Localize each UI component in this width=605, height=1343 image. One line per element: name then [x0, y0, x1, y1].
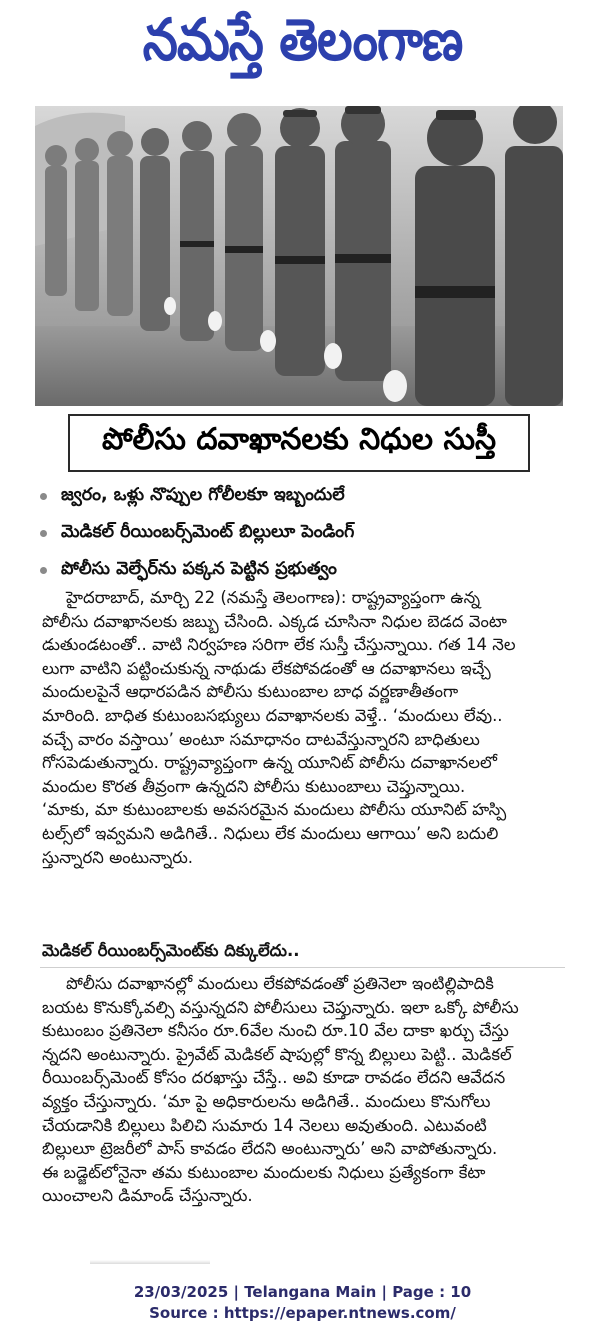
- bullet-dot-icon: [40, 567, 47, 574]
- headline-box: [68, 414, 530, 472]
- bullet-text: మెడికల్‌ రీయింబర్స్‌మెంట్‌ బిల్లులూ పెండింగ్‌: [61, 521, 355, 542]
- article-line: టల్స్‌లో ఇవ్వమని అడిగితే.. నిధులు లేక మందులు ఆగాయి’ అని బదులి: [42, 823, 499, 843]
- article-line: చేయడానికి బిల్లులు పిలిచి సుమారు 14 నెలలు అవుతుంది. ఎటువంటి: [42, 1115, 487, 1135]
- bullet-text: పోలీసు వెల్ఫేర్‌ను పక్కన పెట్టిన ప్రభుత్వం: [61, 558, 337, 579]
- bullet-item: [40, 552, 580, 589]
- masthead: [0, 0, 605, 95]
- article-paragraph-1: [42, 586, 570, 869]
- article-line: స్తున్నారని అంటున్నారు.: [42, 847, 194, 867]
- footer-source: Source : https://epaper.ntnews.com/: [149, 1304, 456, 1322]
- bullet-list: [40, 478, 580, 589]
- article-line: పోలీసు దవాఖానలకు జబ్బు చేసింది. ఎక్కడ చూసినా నిధుల బెడద వెంటా: [42, 611, 507, 631]
- article-line: డుతుండటంతో.. వాటి నిర్వహణ సరిగా లేక సుస్తీ చేస్తున్నాయి. గత 14 నెల: [42, 635, 516, 655]
- article-line: పోలీసు దవాఖానల్లో మందులు లేకపోవడంతో ప్రతినెలా ఇంటిల్లిపాదికి: [66, 974, 494, 993]
- article-line: హైదరాబాద్‌, మార్చి 22 (నమస్తే తెలంగాణ): రాష్ట్రవ్యాప్తంగా ఉన్న: [66, 588, 481, 607]
- article-line: లుగా వాటిని పట్టించుకున్న నాథుడు లేకపోవడంతో ఆ దవాఖానలు ఇచ్చే: [42, 658, 491, 678]
- article-line: కుటుంబం ప్రతినెలా కనీసం రూ.6వేల నుంచి రూ.10 వేల దాకా ఖర్చు చేస్తు: [42, 1021, 509, 1041]
- article-subheading: మెడికల్‌ రీయింబర్స్‌మెంట్‌కు దిక్కులేదు..: [42, 941, 300, 960]
- article-line: బిల్లులూ ట్రెజరీలో పాస్‌ కావడం లేదని అంటున్నారు’ అని వాపోతున్నారు.: [42, 1139, 498, 1159]
- article-line: బయట కొనుక్కోవల్సి వస్తున్నదని పోలీసులు చెప్తున్నారు. ఇలా ఒక్కో పోలీసు: [42, 997, 519, 1017]
- bullet-item: [40, 515, 580, 552]
- article-line: వచ్చే వారం వస్తాయి’ అంటూ సమాధానం దాటవేస్తున్నారని బాధితులు: [42, 729, 480, 749]
- article-line: న్నదని అంటున్నారు. ప్రైవేట్‌ మెడికల్‌ షాపుల్లో కొన్న బిల్లులు పెట్టి.. మెడికల్‌: [42, 1044, 512, 1064]
- article-line: యించాలని డిమాండ్‌ చేస్తున్నారు.: [42, 1186, 253, 1206]
- parade-image: [35, 106, 563, 406]
- footer-date-page: 23/03/2025 | Telangana Main | Page : 10: [133, 1283, 472, 1301]
- article-line: ఈ బడ్జెట్‌లోనైనా తమ కుటుంబాల మందులకు నిధులు ప్రత్యేకంగా కేటా: [42, 1162, 486, 1182]
- article-line: గోసపెడుతున్నారు. రాష్ట్రవ్యాప్తంగా ఉన్న యూనిట్‌ పోలీసు దవాఖానలలో: [42, 753, 497, 773]
- bullet-dot-icon: [40, 530, 47, 537]
- article-line: మందులపైనే ఆధారపడిన పోలీసు కుటుంబాల బాధ వర్ణణాతీతంగా: [42, 682, 459, 702]
- article-paragraph-2: [42, 972, 570, 1208]
- bullet-dot-icon: [40, 493, 47, 500]
- article-line: వ్యక్తం చేస్తున్నారు. ‘మా పై అధికారులను అడిగితే.. మందులు కొనుగోలు: [42, 1091, 491, 1111]
- divider: [40, 967, 565, 968]
- newspaper-logo: నమస్తే తెలంగాణ: [142, 6, 463, 74]
- article-line: మందుల కొరత తీవ్రంగా ఉన్నదని పోలీసు కుటుంబాలు చెప్తున్నాయి.: [42, 776, 466, 796]
- headline: పోలీసు దవాఖానలకు నిధుల సుస్తీ: [101, 422, 497, 457]
- article-line: ‘మాకు, మా కుటుంబాలకు అవసరమైన మందులు పోలీసు యూనిట్‌ హస్పి: [42, 800, 507, 820]
- article-line: రీయింబర్స్‌మెంట్‌ కోసం దరఖాస్తు చేస్తే.. అవి కూడా రావడం లేదని ఆవేదన: [42, 1068, 506, 1088]
- police-parade-photo: [35, 106, 563, 406]
- clipping-edge: [90, 1260, 210, 1264]
- article-line: మారింది. బాధిత కుటుంబసభ్యులు దవాఖానలకు వెళ్తే.. ‘మందులు లేవు..: [42, 705, 503, 725]
- bullet-item: [40, 478, 580, 515]
- bullet-text: జ్వరం, ఒళ్లు నొప్పుల గోలీలకూ ఇబ్బందులే: [61, 484, 345, 505]
